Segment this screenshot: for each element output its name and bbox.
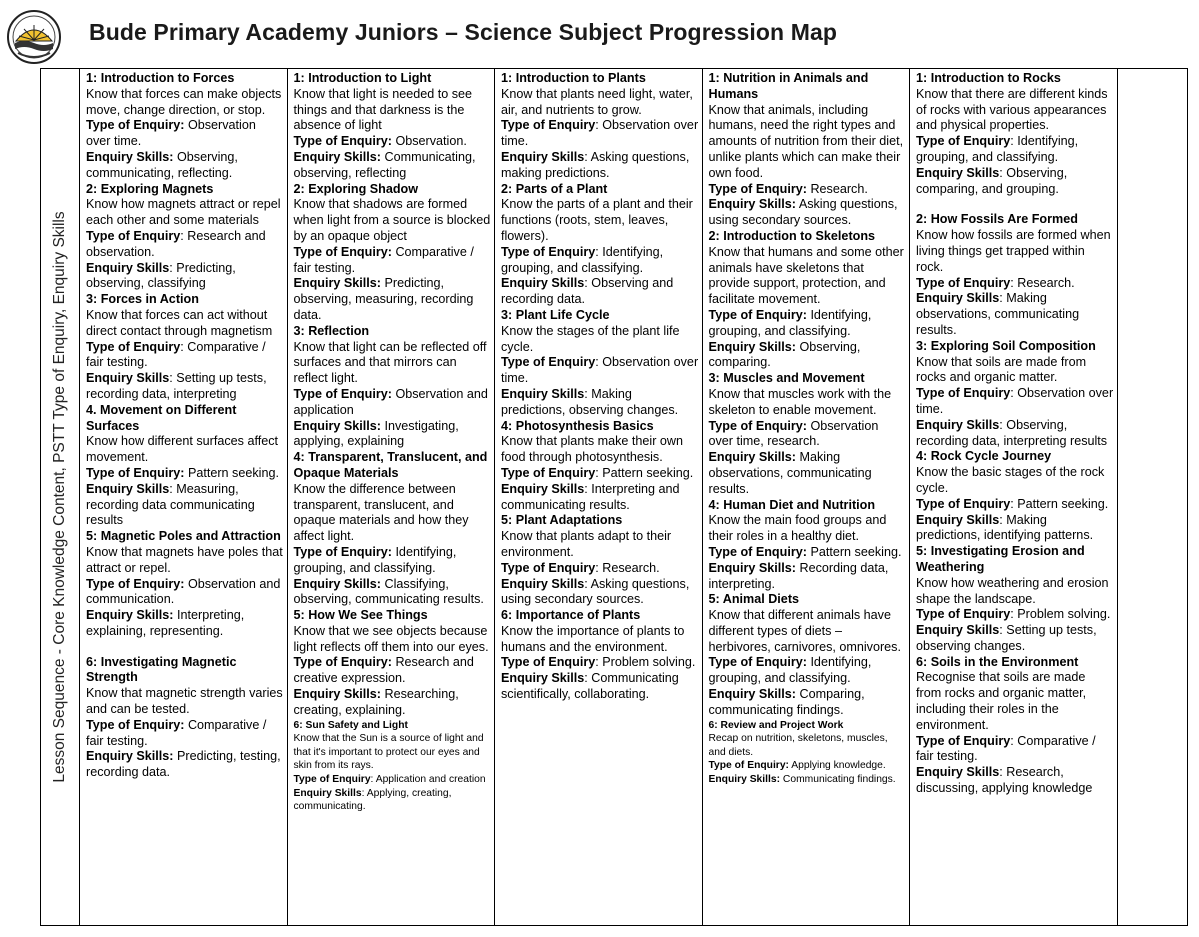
- enquiry-skills: Enquiry Skills: Observing, comparing, and grouping.: [916, 165, 1068, 196]
- enquiry-skills-label: Enquiry Skills: [293, 418, 377, 433]
- enquiry-skills: Enquiry Skills: Measuring, recording data communicating results: [86, 481, 255, 528]
- enquiry-type-label: Type of Enquiry: [86, 339, 181, 354]
- enquiry-skills-label: Enquiry Skills: [293, 687, 377, 702]
- enquiry-skills: Enquiry Skills: Applying, creating, communicating.: [293, 787, 452, 813]
- enquiry-skills: Enquiry Skills: Communicating, observing, reflecting: [293, 149, 476, 180]
- enquiry-type: Type of Enquiry: Pattern seeking.: [86, 465, 279, 480]
- enquiry-type-value: Research.: [1017, 275, 1075, 290]
- lesson-block: [501, 419, 699, 514]
- enquiry-skills: Enquiry Skills: Predicting, observing, classifying: [86, 260, 236, 291]
- lesson-content: Know that there are different kinds of rocks with various appearances and physical properties.: [916, 86, 1108, 133]
- lesson-title: 5: Animal Diets: [708, 592, 800, 607]
- enquiry-type-label: Type of Enquiry: [916, 496, 1011, 511]
- enquiry-type-label: Type of Enquiry: [86, 228, 181, 243]
- enquiry-type-value: Observation and application: [293, 386, 488, 417]
- enquiry-type: Type of Enquiry: Identifying, grouping, and classifying.: [708, 655, 872, 686]
- enquiry-type-value: Application and creation: [375, 774, 486, 786]
- enquiry-skills-label: Enquiry Skills: [708, 560, 792, 575]
- enquiry-type-value: Observation over time.: [501, 118, 699, 149]
- lesson-block: [916, 544, 1114, 655]
- lesson-block: [709, 719, 907, 787]
- enquiry-skills: Enquiry Skills: Comparing, communicating findings.: [708, 687, 865, 717]
- enquiry-type: Type of Enquiry: Research and creative expression.: [293, 655, 474, 686]
- enquiry-type: Type of Enquiry: Research.: [916, 275, 1075, 290]
- enquiry-type: Type of Enquiry: Pattern seeking.: [916, 496, 1109, 511]
- enquiry-type: Type of Enquiry: Observation and application: [293, 386, 488, 417]
- enquiry-type-value: Identifying, grouping, and classifying.: [293, 544, 457, 575]
- lesson-block: [916, 339, 1114, 450]
- enquiry-skills-value: Interpreting, explaining, representing.: [86, 608, 245, 638]
- enquiry-type: Type of Enquiry: Pattern seeking.: [708, 544, 902, 559]
- enquiry-skills: Enquiry Skills: Making observations, communicating results.: [916, 291, 1080, 337]
- lesson-block: [709, 229, 907, 371]
- enquiry-type-label: Type of Enquiry: [916, 607, 1011, 622]
- lesson-block: [916, 212, 1114, 338]
- enquiry-skills-label: Enquiry Skills: [501, 386, 585, 401]
- lesson-content: Know that we see objects because light reflects off them into our eyes.: [293, 623, 489, 654]
- lesson-block: [501, 608, 699, 703]
- lesson-title: 4. Movement on Different Surfaces: [86, 402, 237, 433]
- enquiry-skills-value: Applying, creating, communicating.: [293, 787, 452, 813]
- enquiry-type-label: Type of Enquiry: [86, 465, 181, 480]
- enquiry-type: Type of Enquiry: Observation over time.: [86, 118, 256, 149]
- lesson-block: [86, 655, 284, 781]
- enquiry-type-value: Comparative / fair testing.: [86, 717, 267, 748]
- lesson-block: [501, 308, 699, 419]
- unit-column-plants: [495, 69, 703, 925]
- enquiry-type-label: Type of Enquiry: [293, 386, 388, 401]
- enquiry-type-label: Type of Enquiry: [916, 386, 1011, 401]
- enquiry-type-label: Type of Enquiry: [86, 717, 181, 732]
- lesson-block: [86, 403, 284, 529]
- enquiry-type: Type of Enquiry: Research.: [501, 560, 660, 575]
- lesson-block: [86, 182, 284, 293]
- lesson-content: Know the basic stages of the rock cycle.: [916, 465, 1105, 495]
- lesson-block: [294, 719, 492, 814]
- enquiry-type-label: Type of Enquiry: [293, 134, 388, 149]
- enquiry-type-value: Observation over time, research.: [708, 418, 879, 449]
- enquiry-skills-value: Communicating scientifically, collaborating.: [501, 671, 679, 702]
- lesson-content: Recap on nutrition, skeletons, muscles, and diets.: [708, 733, 888, 758]
- enquiry-skills-value: Observing and recording data.: [501, 276, 674, 307]
- lesson-block: [86, 292, 284, 403]
- lesson-title: 4: Human Diet and Nutrition: [708, 497, 876, 512]
- enquiry-type: Type of Enquiry: Comparative / fair testing.: [916, 733, 1096, 764]
- lesson-title: 1: Nutrition in Animals and Humans: [708, 71, 869, 101]
- school-crest-icon: [6, 9, 62, 65]
- enquiry-skills-value: Asking questions, making predictions.: [501, 149, 690, 180]
- enquiry-type-label: Type of Enquiry: [293, 544, 388, 559]
- enquiry-skills-value: Observing, recording data, interpreting results: [916, 417, 1108, 448]
- row-label: Lesson Sequence - Core Knowledge Content, PSTT Type of Enquiry, Enquiry Skills: [51, 211, 68, 783]
- enquiry-type-value: Comparative / fair testing.: [86, 339, 266, 370]
- row-label-cell: [41, 69, 80, 925]
- lesson-block: [501, 71, 699, 182]
- enquiry-type-value: Identifying, grouping, and classifying.: [501, 244, 664, 275]
- enquiry-skills-value: Observing, communicating, reflecting.: [86, 149, 238, 180]
- enquiry-skills: Enquiry Skills: Making predictions, identifying patterns.: [916, 512, 1094, 543]
- lesson-content: Know the importance of plants to humans and the environment.: [501, 623, 685, 654]
- enquiry-skills-label: Enquiry Skills: [501, 481, 585, 496]
- lesson-title: 1: Introduction to Plants: [501, 71, 646, 85]
- enquiry-skills-label: Enquiry Skills: [708, 774, 777, 786]
- enquiry-type: Type of Enquiry: Identifying, grouping, and classifying.: [501, 244, 664, 275]
- enquiry-type: Type of Enquiry: Identifying, grouping, and classifying.: [708, 307, 872, 338]
- enquiry-type-value: Problem solving.: [602, 655, 696, 670]
- enquiry-type: Type of Enquiry: Problem solving.: [916, 607, 1111, 622]
- lesson-title: 4: Photosynthesis Basics: [501, 418, 654, 433]
- enquiry-type: Type of Enquiry: Comparative / fair testing.: [293, 244, 474, 275]
- lesson-content: Know that forces can make objects move, change direction, or stop.: [86, 86, 282, 117]
- lesson-title: 3: Reflection: [293, 323, 370, 338]
- enquiry-skills: Enquiry Skills: Predicting, observing, measuring, recording data.: [293, 276, 474, 322]
- enquiry-type-value: Pattern seeking.: [187, 465, 279, 480]
- lesson-content: Know how different surfaces affect movement.: [86, 434, 279, 465]
- unit-column-nutrition: [703, 69, 911, 925]
- enquiry-type-label: Type of Enquiry: [916, 275, 1011, 290]
- enquiry-skills-value: Classifying, observing, communicating results.: [293, 576, 484, 607]
- enquiry-type: Type of Enquiry: Observation over time.: [916, 386, 1114, 416]
- enquiry-skills-value: Comparing, communicating findings.: [708, 687, 865, 717]
- enquiry-type-label: Type of Enquiry: [501, 560, 596, 575]
- lesson-block: [294, 608, 492, 719]
- enquiry-skills-label: Enquiry Skills: [916, 623, 1000, 638]
- enquiry-type-label: Type of Enquiry: [501, 655, 596, 670]
- lesson-content: Know the main food groups and their roles in a healthy diet.: [708, 513, 887, 544]
- lesson-title: 1: Introduction to Light: [293, 71, 432, 85]
- enquiry-type: Type of Enquiry: Application and creation: [293, 774, 486, 786]
- enquiry-type: Type of Enquiry: Identifying, grouping, and classifying.: [293, 544, 457, 575]
- lesson-block: [709, 592, 907, 718]
- lesson-title: 2: Parts of a Plant: [501, 181, 608, 196]
- enquiry-type: Type of Enquiry: Observation over time.: [501, 118, 699, 149]
- enquiry-skills-label: Enquiry Skills: [916, 512, 1000, 527]
- enquiry-type: Type of Enquiry: Applying knowledge.: [708, 760, 886, 772]
- enquiry-type: Type of Enquiry: Comparative / fair testing.: [86, 339, 266, 370]
- enquiry-skills-label: Enquiry Skills: [293, 787, 362, 799]
- enquiry-skills-value: Communicating, observing, reflecting: [293, 149, 476, 180]
- enquiry-skills-label: Enquiry Skills: [708, 450, 792, 465]
- enquiry-skills-value: Predicting, observing, classifying: [86, 260, 236, 291]
- enquiry-skills-value: Making observations, communicating results.: [708, 450, 872, 496]
- lesson-content: Know that the Sun is a source of light and that it's important to protect our eyes and skin from its rays.: [293, 733, 484, 772]
- enquiry-type-label: Type of Enquiry: [86, 576, 181, 591]
- enquiry-skills: Enquiry Skills: Asking questions, using secondary sources.: [708, 197, 898, 228]
- enquiry-skills-label: Enquiry Skills: [86, 608, 170, 623]
- enquiry-type-label: Type of Enquiry: [293, 774, 371, 786]
- enquiry-skills: Enquiry Skills: Asking questions, using secondary sources.: [501, 576, 690, 607]
- enquiry-skills-value: Setting up tests, recording data, interpreting: [86, 371, 267, 401]
- enquiry-skills: Enquiry Skills: Setting up tests, observing changes.: [916, 623, 1097, 653]
- enquiry-type-label: Type of Enquiry: [708, 760, 786, 772]
- enquiry-skills-value: Observing, comparing.: [708, 339, 861, 370]
- enquiry-skills-value: Recording data, interpreting.: [708, 560, 889, 591]
- enquiry-skills-label: Enquiry Skills: [86, 371, 170, 386]
- enquiry-skills-label: Enquiry Skills: [86, 481, 170, 496]
- enquiry-skills-label: Enquiry Skills: [86, 149, 170, 164]
- enquiry-type-value: Observation over time.: [86, 118, 256, 149]
- lesson-title: 1: Introduction to Rocks: [916, 71, 1061, 85]
- enquiry-skills: Enquiry Skills: Observing, communicating, reflecting.: [86, 149, 238, 180]
- lesson-content: Know that light is needed to see things and that darkness is the absence of light: [293, 86, 473, 133]
- enquiry-skills-value: Communicating findings.: [782, 774, 896, 786]
- enquiry-skills-value: Interpreting and communicating results.: [501, 481, 680, 512]
- enquiry-type-value: Pattern seeking.: [810, 544, 902, 559]
- enquiry-type-label: Type of Enquiry: [708, 418, 803, 433]
- enquiry-skills-value: Researching, creating, explaining.: [293, 687, 459, 717]
- enquiry-type-value: Comparative / fair testing.: [916, 733, 1096, 764]
- lesson-content: Know that shadows are formed when light from a source is blocked by an opaque object: [293, 197, 491, 243]
- enquiry-skills-label: Enquiry Skills: [86, 260, 170, 275]
- lesson-block: [709, 498, 907, 593]
- enquiry-type-value: Observation and communication.: [86, 576, 281, 607]
- lesson-content: Know that magnets have poles that attract or repel.: [86, 544, 283, 575]
- enquiry-skills: Enquiry Skills: Interpreting and communicating results.: [501, 481, 680, 512]
- enquiry-skills-label: Enquiry Skills: [293, 576, 377, 591]
- enquiry-type-value: Identifying, grouping, and classifying.: [916, 134, 1079, 164]
- lesson-title: 6: Soils in the Environment: [916, 654, 1079, 669]
- enquiry-skills-label: Enquiry Skills: [916, 765, 1000, 780]
- lesson-content: Know how fossils are formed when living things get trapped within rock.: [916, 228, 1111, 274]
- enquiry-skills-label: Enquiry Skills: [708, 687, 792, 702]
- enquiry-type-label: Type of Enquiry: [501, 465, 596, 480]
- enquiry-skills-value: Asking questions, using secondary sources.: [708, 197, 898, 228]
- lesson-content: Know the difference between transparent, translucent, and opaque materials and how they affect light.: [293, 481, 469, 544]
- lesson-title: 3: Forces in Action: [86, 292, 199, 307]
- enquiry-type: Type of Enquiry: Observation over time, research.: [708, 418, 879, 449]
- enquiry-skills: Enquiry Skills: Observing and recording data.: [501, 276, 674, 307]
- lesson-content: Know that animals, including humans, need the right types and amounts of nutrition from their diet, unlike plants which can make their own food.: [708, 102, 904, 180]
- progression-table: [40, 68, 1188, 926]
- lesson-block: [709, 71, 907, 229]
- lesson-title: 5: Magnetic Poles and Attraction: [86, 529, 281, 544]
- enquiry-type-value: Research.: [810, 181, 868, 196]
- enquiry-skills: Enquiry Skills: Communicating scientifically, collaborating.: [501, 671, 679, 702]
- enquiry-type-label: Type of Enquiry: [86, 118, 181, 133]
- lesson-content: Recognise that soils are made from rocks and organic matter, including their roles in the environment.: [916, 670, 1087, 732]
- enquiry-skills-label: Enquiry Skills: [916, 165, 1000, 180]
- lesson-content: Know that magnetic strength varies and can be tested.: [86, 686, 283, 717]
- lesson-block: [916, 655, 1114, 797]
- enquiry-type-value: Observation over time.: [501, 355, 699, 386]
- enquiry-skills-label: Enquiry Skills: [708, 197, 792, 212]
- enquiry-type-label: Type of Enquiry: [708, 544, 803, 559]
- lesson-title: 5: How We See Things: [293, 608, 428, 623]
- lesson-title: 3: Plant Life Cycle: [501, 307, 610, 322]
- lesson-content: Know that plants make their own food through photosynthesis.: [501, 434, 684, 465]
- lesson-content: Know that plants need light, water, air, and nutrients to grow.: [501, 86, 693, 117]
- enquiry-type-value: Research.: [602, 560, 660, 575]
- lesson-block: [86, 71, 284, 182]
- enquiry-skills: Enquiry Skills: Making observations, communicating results.: [708, 450, 872, 496]
- lesson-block: [709, 371, 907, 497]
- enquiry-skills: Enquiry Skills: Investigating, applying, explaining: [293, 418, 459, 449]
- lesson-content: Know that plants adapt to their environment.: [501, 529, 672, 559]
- enquiry-skills-value: Predicting, testing, recording data.: [86, 749, 281, 780]
- lesson-title: 6: Investigating Magnetic Strength: [86, 654, 237, 685]
- enquiry-type-label: Type of Enquiry: [916, 733, 1011, 748]
- lesson-title: 2: Exploring Magnets: [86, 181, 214, 196]
- lesson-title: 6: Review and Project Work: [708, 719, 844, 731]
- unit-column-rocks: [910, 69, 1118, 925]
- enquiry-type-value: Pattern seeking.: [602, 465, 694, 480]
- lesson-title: 3: Muscles and Movement: [708, 371, 865, 386]
- enquiry-type-label: Type of Enquiry: [708, 307, 803, 322]
- lesson-title: 1: Introduction to Forces: [86, 71, 235, 85]
- enquiry-type-label: Type of Enquiry: [293, 655, 388, 670]
- lesson-content: Know that light can be reflected off surfaces and that mirrors can reflect light.: [293, 339, 487, 386]
- enquiry-skills: Enquiry Skills: Classifying, observing, communicating results.: [293, 576, 484, 607]
- lesson-block: [501, 513, 699, 608]
- enquiry-type-label: Type of Enquiry: [501, 244, 596, 259]
- lesson-title: 5: Plant Adaptations: [501, 513, 623, 528]
- lesson-block: [294, 182, 492, 324]
- enquiry-type-label: Type of Enquiry: [501, 118, 596, 133]
- enquiry-type-label: Type of Enquiry: [708, 181, 803, 196]
- enquiry-skills-label: Enquiry Skills: [501, 149, 585, 164]
- enquiry-type-label: Type of Enquiry: [708, 655, 803, 670]
- enquiry-skills: Enquiry Skills: Communicating findings.: [708, 774, 896, 786]
- enquiry-skills-label: Enquiry Skills: [501, 671, 585, 686]
- enquiry-type: Type of Enquiry: Research.: [708, 181, 868, 196]
- enquiry-type-label: Type of Enquiry: [293, 244, 388, 259]
- lesson-content: Know that different animals have different types of diets – herbivores, carnivores, omnivores.: [708, 608, 901, 654]
- enquiry-skills: Enquiry Skills: Observing, comparing.: [708, 339, 861, 370]
- lesson-title: 6: Importance of Plants: [501, 608, 641, 623]
- enquiry-skills-value: Asking questions, using secondary sources.: [501, 576, 690, 607]
- enquiry-skills-label: Enquiry Skills: [916, 417, 1000, 432]
- enquiry-type-value: Comparative / fair testing.: [293, 244, 474, 275]
- lesson-block: [294, 71, 492, 182]
- lesson-content: Know how weathering and erosion shape the landscape.: [916, 575, 1109, 606]
- enquiry-skills: Enquiry Skills: Research, discussing, applying knowledge: [916, 765, 1093, 796]
- lesson-content: Know that humans and some other animals have skeletons that provide support, protection, and facilitate movement.: [708, 244, 904, 307]
- enquiry-skills: Enquiry Skills: Recording data, interpreting.: [708, 560, 889, 591]
- enquiry-skills-value: Setting up tests, observing changes.: [916, 623, 1097, 653]
- enquiry-skills: Enquiry Skills: Setting up tests, recording data, interpreting: [86, 371, 267, 401]
- enquiry-type-value: Problem solving.: [1017, 607, 1111, 622]
- lesson-content: Know that muscles work with the skeleton to enable movement.: [708, 386, 892, 417]
- enquiry-skills-value: Observing, comparing, and grouping.: [916, 165, 1068, 196]
- enquiry-skills-value: Research, discussing, applying knowledge: [916, 765, 1093, 796]
- enquiry-type-value: Pattern seeking.: [1017, 496, 1109, 511]
- enquiry-type: Type of Enquiry: Comparative / fair testing.: [86, 717, 267, 748]
- lesson-content: Know that forces can act without direct contact through magnetism: [86, 307, 273, 338]
- enquiry-skills-value: Predicting, observing, measuring, recording data.: [293, 276, 474, 322]
- enquiry-type: Type of Enquiry: Identifying, grouping, and classifying.: [916, 134, 1079, 164]
- enquiry-type: Type of Enquiry: Problem solving.: [501, 655, 696, 670]
- enquiry-skills: Enquiry Skills: Making predictions, observing changes.: [501, 386, 679, 417]
- enquiry-skills: Enquiry Skills: Asking questions, making predictions.: [501, 149, 690, 180]
- enquiry-skills-value: Making observations, communicating results.: [916, 291, 1080, 337]
- enquiry-skills: Enquiry Skills: Researching, creating, explaining.: [293, 687, 459, 717]
- lesson-block: [916, 449, 1114, 544]
- lesson-block: [294, 324, 492, 450]
- enquiry-skills-label: Enquiry Skills: [86, 749, 170, 764]
- enquiry-type-label: Type of Enquiry: [916, 134, 1011, 149]
- enquiry-skills-value: Making predictions, observing changes.: [501, 386, 679, 417]
- enquiry-type: Type of Enquiry: Observation.: [293, 134, 467, 149]
- enquiry-skills-label: Enquiry Skills: [293, 276, 377, 291]
- enquiry-skills: Enquiry Skills: Interpreting, explaining, representing.: [86, 608, 245, 638]
- enquiry-skills-label: Enquiry Skills: [501, 276, 585, 291]
- lesson-block: [916, 71, 1114, 197]
- enquiry-skills-label: Enquiry Skills: [916, 291, 1000, 306]
- page-header: [0, 0, 1199, 68]
- lesson-title: 5: Investigating Erosion and Weathering: [916, 544, 1085, 574]
- enquiry-type-value: Research and observation.: [86, 228, 266, 259]
- enquiry-type-value: Identifying, grouping, and classifying.: [708, 655, 872, 686]
- lesson-content: Know the stages of the plant life cycle.: [501, 323, 680, 354]
- enquiry-skills-label: Enquiry Skills: [501, 576, 585, 591]
- empty-column: [1118, 69, 1188, 925]
- lesson-block: [294, 450, 492, 608]
- enquiry-skills: Enquiry Skills: Observing, recording data, interpreting results: [916, 417, 1108, 448]
- page-title: Bude Primary Academy Juniors – Science Subject Progression Map: [89, 19, 837, 45]
- lesson-content: Know that soils are made from rocks and organic matter.: [916, 354, 1087, 385]
- lesson-content: Know how magnets attract or repel each other and some materials: [86, 197, 281, 228]
- enquiry-skills: Enquiry Skills: Predicting, testing, recording data.: [86, 749, 281, 780]
- lesson-block: [86, 529, 284, 640]
- enquiry-type-value: Research and creative expression.: [293, 655, 474, 686]
- lesson-title: 2: How Fossils Are Formed: [916, 212, 1078, 227]
- enquiry-skills-value: Investigating, applying, explaining: [293, 418, 459, 449]
- unit-column-light: [288, 69, 496, 925]
- enquiry-skills-value: Measuring, recording data communicating results: [86, 481, 255, 528]
- enquiry-type-value: Observation over time.: [916, 386, 1114, 416]
- enquiry-skills-label: Enquiry Skills: [708, 339, 792, 354]
- enquiry-type-value: Applying knowledge.: [791, 760, 886, 772]
- enquiry-skills-label: Enquiry Skills: [293, 149, 377, 164]
- enquiry-type: Type of Enquiry: Pattern seeking.: [501, 465, 694, 480]
- enquiry-type: Type of Enquiry: Research and observation.: [86, 228, 266, 259]
- lesson-title: 3: Exploring Soil Composition: [916, 338, 1096, 353]
- lesson-title: 2: Introduction to Skeletons: [708, 228, 876, 243]
- enquiry-type-label: Type of Enquiry: [501, 355, 596, 370]
- enquiry-type: Type of Enquiry: Observation and communication.: [86, 576, 281, 607]
- enquiry-skills-value: Making predictions, identifying patterns.: [916, 512, 1094, 543]
- enquiry-type-value: Observation.: [395, 134, 467, 149]
- lesson-title: 4: Rock Cycle Journey: [916, 449, 1052, 464]
- lesson-block: [501, 182, 699, 308]
- enquiry-type-value: Identifying, grouping, and classifying.: [708, 307, 872, 338]
- lesson-title: 6: Sun Safety and Light: [293, 719, 408, 731]
- lesson-title: 4: Transparent, Translucent, and Opaque Materials: [293, 450, 488, 480]
- lesson-title: 2: Exploring Shadow: [293, 181, 419, 196]
- lesson-content: Know the parts of a plant and their functions (roots, stem, leaves, flowers).: [501, 197, 693, 243]
- unit-column-forces: [80, 69, 288, 925]
- enquiry-type: Type of Enquiry: Observation over time.: [501, 355, 699, 386]
